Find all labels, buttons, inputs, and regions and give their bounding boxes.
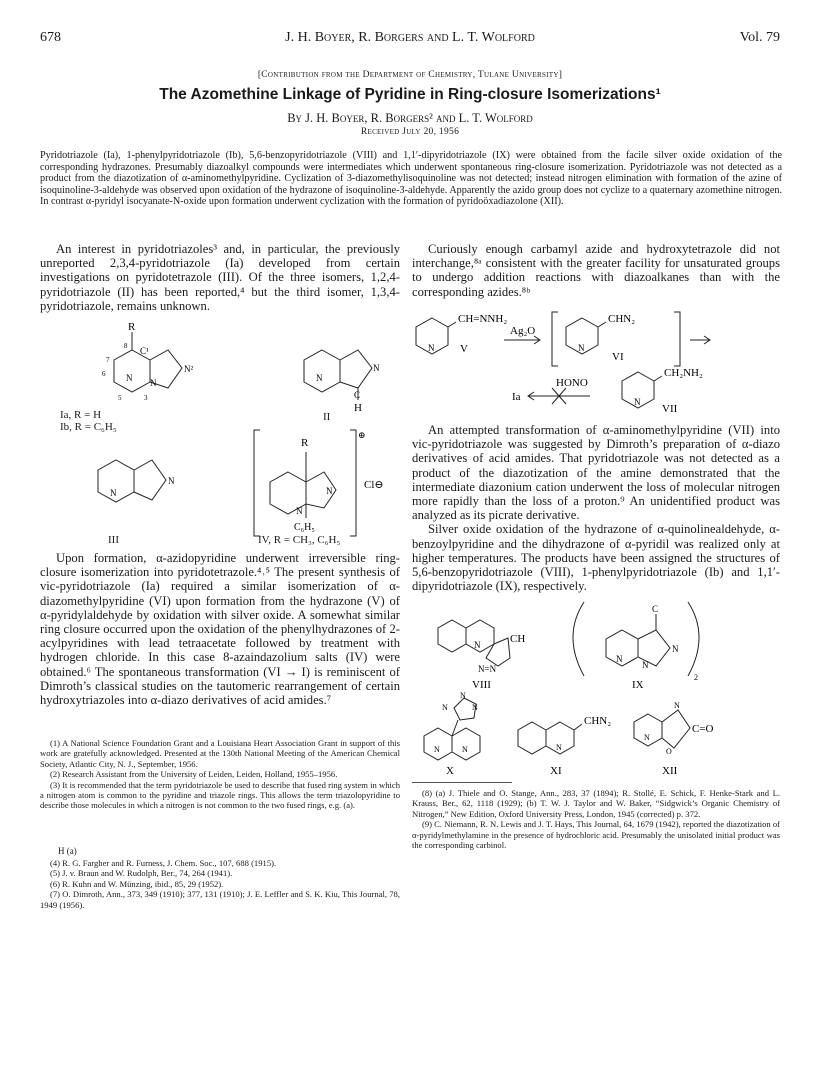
svg-text:N: N — [460, 691, 466, 700]
X-label: X — [446, 765, 454, 777]
svg-text:N²: N² — [184, 364, 194, 374]
VI-substituent: CHN₂ — [608, 313, 636, 325]
svg-text:8: 8 — [124, 342, 128, 350]
svg-text:N: N — [616, 654, 623, 664]
IV-label: IV, R = CH₃, C₆H₅ — [258, 534, 341, 546]
VI-left-bracket — [552, 312, 558, 366]
XI-label: XI — [550, 765, 562, 777]
footnotes-right — [412, 788, 780, 850]
contribution-line: [Contribution from the Department of Chemistry, Tulane University] — [257, 70, 563, 80]
footnotes-left-refs — [40, 858, 400, 910]
byline: By J. H. Boyer, R. Borgers² and L. T. Wolford — [287, 111, 533, 125]
footnotes-left — [40, 738, 400, 811]
right-para-2-text: An attempted transformation of α-aminomethylpyridine (VII) into vic-pyridotriazole was suggested by Dimroth’s preparation of α-diazo derivatives of acid amides. That pyridotriazole was not detected as a product of the diazotization of the amine demonstrated that the intermediate diazonium cation underwent the loss of molecular nitrogen more rapidly than the loss of a proton.⁹ An unidentified product was analyzed as its picrate derivative. — [412, 423, 780, 523]
IV-left-bracket — [254, 430, 260, 536]
XII-oxadiazole-ring — [662, 710, 690, 748]
svg-text:N: N — [373, 363, 380, 373]
svg-text:N: N — [462, 745, 468, 754]
footnote-4: (4) R. G. Fargher and R. Furness, J. Chem. Soc., 107, 688 (1915). — [50, 858, 277, 868]
II-triazole-ring — [340, 350, 372, 388]
footnote-1: (1) A National Science Foundation Grant and a Louisiana Heart Association Grant in support of this work are gratefully acknowledged. Presented at the 130th National Meeting of the American Chemical Society, Atlantic City, N. J., September, 1956. — [40, 738, 400, 769]
Ia-ref: Ia — [512, 391, 521, 403]
svg-text:N: N — [474, 640, 481, 650]
svg-text:N: N — [472, 703, 478, 712]
received-date: Received July 20, 1956 — [360, 127, 460, 137]
HONO-label: HONO — [556, 377, 588, 389]
III-label: III — [108, 534, 119, 546]
article-title: The Azomethine Linkage of Pyridine in Ring-closure Isomerizations¹ — [159, 86, 661, 103]
svg-text:C: C — [652, 604, 659, 614]
X-right-ring — [452, 728, 480, 760]
svg-text:N: N — [110, 488, 117, 498]
IX-right-paren — [688, 602, 699, 676]
IV-R-label: R — [301, 437, 309, 449]
III-tetrazole-ring — [134, 460, 166, 500]
Ia-pyridine-ring — [114, 350, 150, 392]
right-para-1-text: Curiously enough carbamyl azide and hydroxytetrazole did not interchange,⁸ᵃ consistent with the greater facility for unsaturated groups to undergo addition reactions with diazoalkanes than with the corresponding azides.⁸ᵇ — [412, 242, 780, 299]
svg-text:5: 5 — [118, 394, 122, 402]
svg-text:N: N — [634, 397, 641, 407]
XII-carbonyl: C=O — [692, 723, 714, 735]
VII-substituent: CH₂NH₂ — [664, 367, 703, 379]
svg-text:N: N — [672, 644, 679, 654]
svg-text:N: N — [642, 660, 649, 670]
right-para-3-text: Silver oxide oxidation of the hydrazone of α-quinolinealdehyde, α-benzoylpyridine and the dihydrazone of α-pyridil was realized only at higher temperatures. The products have been assigned the structures of 5,6-benzopyridotriazole (VIII), 1-phenylpyridotriazole (Ib) and 1,1′-dipyridotriazole (IX), respectively. — [412, 522, 780, 594]
svg-text:6: 6 — [102, 370, 106, 378]
reaction-scheme — [412, 308, 780, 420]
left-para-2 — [40, 551, 400, 707]
IV-chloride: Cl⊖ — [364, 479, 384, 491]
svg-text:N: N — [428, 343, 435, 353]
svg-text:N: N — [556, 743, 562, 752]
svg-text:O: O — [666, 747, 672, 756]
V-label: V — [460, 343, 468, 355]
Ia-R-label: R — [128, 321, 136, 333]
VIII-CH-label: CH — [510, 633, 526, 645]
VI-label: VI — [612, 351, 624, 363]
svg-text:N: N — [674, 701, 680, 710]
IV-plus: ⊕ — [358, 430, 366, 440]
II-H-label: H — [354, 402, 362, 414]
svg-text:N: N — [126, 373, 133, 383]
footnote-2: (2) Research Assistant from the University of Leiden, Leiden, Holland, 1955–1956. — [50, 769, 338, 780]
footnote-6: (6) R. Kuhn and W. Münzing, ibid., 85, 29 (1952). — [50, 878, 224, 889]
structures-I-II — [90, 318, 390, 428]
footnote-7: (7) O. Dimroth, Ann., 373, 349 (1910); 377, 131 (1910); J. E. Leffler and S. K. Kiu, This Journal, 78, 1949 (1956). — [40, 889, 400, 910]
IV-phenyl-label: C₆H₅ — [294, 522, 315, 533]
left-para-1 — [40, 242, 400, 313]
abstract: Pyridotriazole (Ia), 1-phenylpyridotriazole (Ib), 5,6-benzopyridotriazole (VIII) and 1,1′-dipyridotriazole (IX) were obtained from the facile silver oxide oxidation of the corresponding hydrazones. Presumably diazoalkyl compounds were intermediates which underwent spontaneous ring-closure isomerization. Pyridotriazole was not detected as a product from the diazotization of α-aminomethylpyridine. Cyclization of 3-diazomethylisoquinoline was not detected; instead nitrogen elimination with formation of the azine of isoquinoline-3-aldehyde was observed upon oxidation of the hydrazone of isoquinoline-3-aldehyde. Apparently the azido group does not cyclize to a quaternary azomethine nitrogen. In contrast α-pyridyl isocyanate-N-oxide upon formation underwent cyclization with the formation of pyridoöxadiazolone (XII). — [40, 150, 782, 208]
svg-text:C: C — [354, 390, 361, 400]
Ia-label: Ia, R = H — [60, 409, 102, 421]
svg-text:N: N — [326, 486, 333, 496]
page-number: 678 — [40, 30, 61, 45]
XI-substituent: CHN₂ — [584, 715, 612, 727]
structures-VIII-IX — [412, 596, 780, 692]
footnote-rule — [412, 782, 512, 783]
V-substituent: CH=NNH₂ — [458, 313, 508, 325]
IX-label: IX — [632, 679, 644, 691]
svg-text:3: 3 — [144, 394, 148, 402]
XII-label: XII — [662, 765, 678, 777]
svg-text:N: N — [150, 378, 157, 388]
running-title: J. H. Boyer, R. Borgers and L. T. Wolford — [285, 30, 535, 45]
II-pyridine-ring — [304, 350, 340, 392]
II-label: II — [323, 411, 331, 423]
svg-text:N=N: N=N — [478, 664, 497, 674]
XI-benzo-ring — [518, 722, 546, 754]
right-para-2 — [412, 423, 780, 593]
IV-right-bracket — [350, 430, 356, 536]
left-para-1-text: An interest in pyridotriazoles³ and, in particular, the previously unreported 2,3,4-pyridotriazole (Ia) developed from certain investigations on pyridotetrazole (III). Of the three isomers, 1,2,4-pyridotriazole (II) has been reported,⁴ but the third isomer, 1,3,4-pyridotriazole, remains unknown. — [40, 242, 400, 313]
svg-text:N: N — [168, 476, 175, 486]
svg-text:N: N — [296, 506, 303, 516]
VI-right-bracket — [674, 312, 680, 366]
footnote-3: (3) It is recommended that the term pyridotriazole be used to describe that fused ring system in which a nitrogen atom is common to the pyridine and triazole rings. This allows the term triazolopyridine to describe those molecules in which a nitrogen is not common to the two fused rings, e.g. (a). — [40, 779, 400, 811]
volume-label: Vol. 79 — [739, 30, 780, 45]
svg-text:N: N — [434, 745, 440, 754]
X-left-ring — [424, 728, 452, 760]
footnote-5: (5) J. v. Braun and W. Rudolph, Ber., 74, 264 (1941). — [50, 868, 233, 879]
VIII-triazole-ring — [486, 638, 510, 666]
IX-subscript: 2 — [694, 673, 698, 682]
VIII-benzo-ring — [438, 620, 466, 652]
left-para-2-text: Upon formation, α-azidopyridine underwent irreversible ring-closure isomerization into pyridotetrazole.⁴˒⁵ The present synthesis of vic-pyridotriazole (Ia) required a similar isomerization of α-diazomethylpyridine (VI) upon formation from the hydrazone (V) of α-pyridylaldehyde by oxidation with silver oxide. A somewhat similar ring closure occurred upon the oxidation of the phenylhydrazones of 2-acylpyridines with lead tetraacetate followed by treatment with hydrogen chloride. In this case 8-azaindazolium salts (IV) were obtained.⁶ The spontaneous transformation (VI → I) is reminiscent of Dimroth’s classical studies on the tautomeric rearrangement of certain hydroxytriazoles into α-diazo derivatives of acid amides.⁷ — [40, 551, 400, 708]
svg-text:N: N — [316, 373, 323, 383]
svg-text:7: 7 — [106, 356, 110, 364]
structures-X-XI-XII — [412, 688, 780, 778]
IX-left-paren — [573, 602, 584, 676]
right-para-1 — [412, 242, 780, 299]
Ib-label: Ib, R = C₆H₅ — [60, 421, 117, 433]
svg-text:N: N — [578, 343, 585, 353]
footnote-8: (8) (a) J. Thiele and O. Stange, Ann., 283, 37 (1894); R. Stollé, E. Schick, F. Henke-Stark and L. Krauss, Ber., 62, 1118 (1929); (b) T. W. J. Taylor and W. Baker, “Sidgwick’s Organic Chemistry of Nitrogen,” New Edition, Oxford University Press, London, 1945 (corrected) p. 372. — [412, 788, 780, 819]
VIII-label: VIII — [472, 679, 491, 691]
footnote-9: (9) C. Niemann, R. N. Lewis and J. T. Hays, This Journal, 64, 1679 (1942), reported the diazotization of α-pyridylmethylamine in the presence of hydrochloric acid. Presumably the unisolated initial product was the corresponding carbinol. — [412, 819, 781, 851]
svg-text:C¹: C¹ — [140, 346, 149, 356]
reagent-Ag2O: Ag₂O — [510, 325, 536, 337]
svg-text:N: N — [644, 733, 650, 742]
svg-text:N: N — [442, 703, 448, 712]
VII-label: VII — [662, 403, 678, 415]
structures-III-IV — [60, 428, 400, 540]
footnote-a-label: H (a) — [58, 846, 77, 856]
